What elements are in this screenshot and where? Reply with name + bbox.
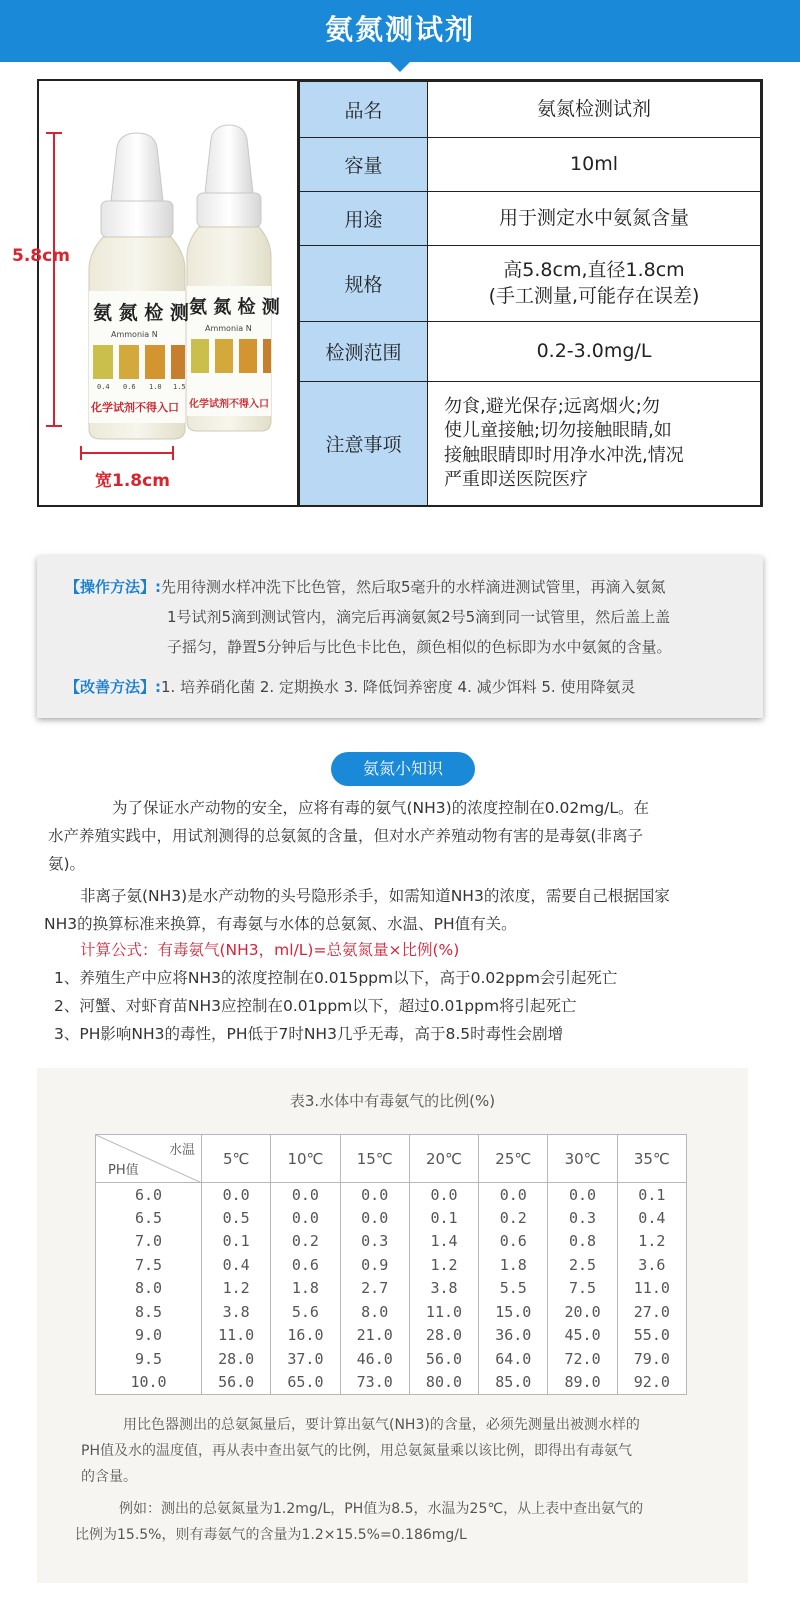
spec-value (428, 246, 761, 322)
improve-text: 1. 培养硝化菌 2. 定期换水 3. 降低饲养密度 4. 减少饵料 5. 使用降氨灵 (161, 678, 636, 696)
temp-header: 25℃ (479, 1135, 548, 1183)
table-row (96, 1206, 687, 1230)
ph-cell: 6.0 (96, 1183, 202, 1207)
ratio-cell: 28.0 (409, 1324, 478, 1348)
corner-cell (96, 1135, 202, 1183)
ratio-cell: 37.0 (271, 1347, 340, 1371)
ratio-cell: 85.0 (479, 1371, 548, 1395)
ratio-cell: 0.8 (548, 1230, 617, 1254)
table-row (96, 1347, 687, 1371)
temp-header: 35℃ (617, 1135, 686, 1183)
ratio-cell: 28.0 (202, 1347, 271, 1371)
svg-text:Ammonia N: Ammonia N (205, 324, 252, 333)
note-line: 比例为15.5%，则有毒氨气的含量为1.2×15.5%=0.186mg/L (75, 1527, 467, 1543)
svg-text:1.0: 1.0 (149, 383, 162, 391)
ratio-cell: 2.5 (548, 1253, 617, 1277)
table-row (96, 1183, 687, 1207)
ratio-cell: 0.6 (271, 1253, 340, 1277)
ammonia-table-section (37, 1068, 748, 1583)
ratio-cell: 15.0 (479, 1300, 548, 1324)
ratio-cell: 0.3 (340, 1230, 409, 1254)
temp-header: 20℃ (409, 1135, 478, 1183)
ratio-cell: 1.4 (409, 1230, 478, 1254)
svg-text:氨 氮 检 测: 氨 氮 检 测 (189, 297, 280, 318)
ph-cell: 8.5 (96, 1300, 202, 1324)
ratio-cell: 0.0 (409, 1183, 478, 1207)
ratio-cell: 1.2 (409, 1253, 478, 1277)
ratio-cell: 0.1 (617, 1183, 686, 1207)
spec-table (299, 81, 761, 506)
knowledge-pill: 氨氮小知识 (331, 752, 475, 786)
svg-text:0.6: 0.6 (123, 383, 136, 391)
spec-row (300, 246, 761, 322)
bottles-illustration (39, 81, 297, 505)
table-row (96, 1253, 687, 1277)
spec-key: 容量 (300, 138, 428, 192)
note-line: 例如：测出的总氨氮量为1.2mg/L，PH值为8.5，水温为25℃，从上表中查出氨气的 (119, 1501, 644, 1517)
paragraph-line: 为了保证水产动物的安全，应将有毒的氨气(NH3)的浓度控制在0.02mg/L。在 (112, 799, 650, 817)
ph-cell: 9.5 (96, 1347, 202, 1371)
corner-bottom-label: PH值 (108, 1163, 139, 1178)
table-row (96, 1300, 687, 1324)
spec-value: 10ml (428, 138, 761, 192)
header-notch (390, 62, 410, 72)
ratio-cell: 46.0 (340, 1347, 409, 1371)
ratio-cell: 0.6 (479, 1230, 548, 1254)
method-first-line (65, 576, 666, 597)
ratio-cell: 0.1 (202, 1230, 271, 1254)
ratio-cell: 92.0 (617, 1371, 686, 1395)
ratio-cell: 7.5 (548, 1277, 617, 1301)
svg-text:Ammonia N: Ammonia N (111, 330, 158, 339)
table-row (96, 1324, 687, 1348)
ratio-cell: 65.0 (271, 1371, 340, 1395)
ratio-cell: 0.1 (409, 1206, 478, 1230)
spec-value-line: 高5.8cm,直径1.8cm (503, 258, 685, 281)
ratio-cell: 20.0 (548, 1300, 617, 1324)
table-row (96, 1230, 687, 1254)
spec-value (428, 382, 761, 506)
spec-value-line: (手工测量,可能存在误差) (488, 284, 700, 307)
ratio-cell: 1.2 (617, 1230, 686, 1254)
ratio-cell: 16.0 (271, 1324, 340, 1348)
spec-key: 规格 (300, 246, 428, 322)
knowledge-item: 2、河蟹、对虾育苗NH3应控制在0.01ppm以下，超过0.01ppm将引起死亡 (54, 997, 577, 1015)
ratio-cell: 8.0 (340, 1300, 409, 1324)
ratio-cell: 89.0 (548, 1371, 617, 1395)
corner-top-label: 水温 (168, 1143, 195, 1158)
header-banner (0, 0, 800, 62)
ratio-cell: 11.0 (409, 1300, 478, 1324)
spec-value-line: 勿食,避光保存;远离烟火;勿 (444, 395, 660, 417)
ratio-cell: 1.8 (479, 1253, 548, 1277)
spec-key: 用途 (300, 192, 428, 246)
spec-value-line: 使儿童接触;切勿接触眼睛,如 (444, 420, 672, 442)
table-row (96, 1371, 687, 1395)
method-text: 1号试剂5滴到测试管内，滴完后再滴氨氮2号5滴到同一试管里，然后盖上盖 (167, 608, 671, 626)
ratio-cell: 80.0 (409, 1371, 478, 1395)
paragraph-line: 氨)。 (48, 855, 86, 873)
instructions-panel (37, 556, 763, 718)
spec-key: 检测范围 (300, 322, 428, 382)
paragraph-line: 非离子氨(NH3)是水产动物的头号隐形杀手，如需知道NH3的浓度，需要自己根据国家 (80, 887, 670, 905)
paragraph-line: 水产养殖实践中，用试剂测得的总氨氮的含量，但对水产养殖动物有害的是毒氨(非离子 (48, 827, 644, 845)
ratio-cell: 72.0 (548, 1347, 617, 1371)
svg-text:化学试剂不得入口: 化学试剂不得入口 (189, 399, 269, 410)
spec-row (300, 138, 761, 192)
ratio-cell: 21.0 (340, 1324, 409, 1348)
ratio-cell: 0.0 (202, 1183, 271, 1207)
formula-line: 计算公式：有毒氨气(NH3，ml/L)=总氨氮量×比例(%) (80, 941, 460, 959)
ratio-cell: 0.2 (479, 1206, 548, 1230)
ratio-cell: 0.0 (271, 1206, 340, 1230)
ratio-cell: 0.0 (271, 1183, 340, 1207)
ph-cell: 6.5 (96, 1206, 202, 1230)
spec-row (300, 382, 761, 506)
ph-cell: 10.0 (96, 1371, 202, 1395)
knowledge-item: 3、PH影响NH3的毒性，PH低于7时NH3几乎无毒，高于8.5时毒性会剧增 (54, 1025, 564, 1043)
note-line: 的含量。 (81, 1469, 137, 1485)
spec-value: 氨氮检测试剂 (428, 82, 761, 138)
method-label: 【操作方法】: (65, 578, 161, 596)
ratio-cell: 0.2 (271, 1230, 340, 1254)
ammonia-ratio-table (95, 1134, 687, 1395)
page-title: 氨氮测试剂 (324, 13, 475, 46)
spec-key: 注意事项 (300, 382, 428, 506)
ph-cell: 8.0 (96, 1277, 202, 1301)
method-text: 子摇匀，静置5分钟后与比色卡比色，颜色相似的色标即为水中氨氮的含量。 (167, 638, 672, 656)
paragraph-line: NH3的换算标准来换算，有毒氨与水体的总氨氮、水温、PH值有关。 (44, 915, 517, 933)
ph-cell: 7.5 (96, 1253, 202, 1277)
svg-text:化学试剂不得入口: 化学试剂不得入口 (91, 401, 179, 414)
spec-row (300, 322, 761, 382)
ph-cell: 7.0 (96, 1230, 202, 1254)
improve-label: 【改善方法】: (65, 678, 161, 696)
svg-text:0.4: 0.4 (97, 383, 110, 391)
ratio-cell: 0.9 (340, 1253, 409, 1277)
knowledge-item: 1、养殖生产中应将NH3的浓度控制在0.015ppm以下，高于0.02ppm会引起死亡 (54, 969, 618, 987)
ratio-cell: 3.8 (409, 1277, 478, 1301)
ratio-cell: 56.0 (409, 1347, 478, 1371)
spec-value: 用于测定水中氨氮含量 (428, 192, 761, 246)
ratio-cell: 79.0 (617, 1347, 686, 1371)
spec-row (300, 82, 761, 138)
ratio-cell: 0.0 (340, 1206, 409, 1230)
note-line: 用比色器测出的总氨氮量后，要计算出氨气(NH3)的含量，必须先测量出被测水样的 (123, 1417, 640, 1433)
height-label: 5.8cm (12, 246, 70, 266)
ratio-cell: 1.8 (271, 1277, 340, 1301)
svg-text:1.5: 1.5 (173, 383, 186, 391)
improve-line (65, 676, 635, 697)
method-text: 先用待测水样冲洗下比色管，然后取5毫升的水样滴进测试管里，再滴入氨氮 (161, 578, 666, 596)
temp-header: 30℃ (548, 1135, 617, 1183)
table-header-row (96, 1135, 687, 1183)
spec-value-line: 接触眼睛即时用净水冲洗,情况 (444, 444, 684, 466)
ratio-cell: 0.0 (479, 1183, 548, 1207)
product-spec-box (12, 79, 763, 507)
svg-text:氨 氮 检 测: 氨 氮 检 测 (93, 302, 189, 324)
ratio-cell: 56.0 (202, 1371, 271, 1395)
table-caption: 表3.水体中有毒氨气的比例(%) (289, 1092, 496, 1110)
product-photo (12, 81, 299, 505)
spec-key: 品名 (300, 82, 428, 138)
ph-cell: 9.0 (96, 1324, 202, 1348)
spec-value: 0.2-3.0mg/L (428, 322, 761, 382)
temp-header: 10℃ (271, 1135, 340, 1183)
ratio-cell: 5.6 (271, 1300, 340, 1324)
ratio-cell: 2.7 (340, 1277, 409, 1301)
ratio-cell: 73.0 (340, 1371, 409, 1395)
temp-header: 15℃ (340, 1135, 409, 1183)
table-row (96, 1277, 687, 1301)
ratio-cell: 55.0 (617, 1324, 686, 1348)
ratio-cell: 27.0 (617, 1300, 686, 1324)
ratio-cell: 11.0 (617, 1277, 686, 1301)
ratio-cell: 36.0 (479, 1324, 548, 1348)
ratio-cell: 0.5 (202, 1206, 271, 1230)
width-label: 宽1.8cm (95, 471, 170, 491)
ratio-cell: 0.3 (548, 1206, 617, 1230)
temp-header: 5℃ (202, 1135, 271, 1183)
ratio-cell: 0.0 (548, 1183, 617, 1207)
spec-value-line: 严重即送医院医疗 (444, 468, 588, 490)
ratio-cell: 11.0 (202, 1324, 271, 1348)
spec-row (300, 192, 761, 246)
ratio-cell: 0.0 (340, 1183, 409, 1207)
ratio-cell: 1.2 (202, 1277, 271, 1301)
note-line: PH值及水的温度值，再从表中查出氨气的比例，用总氨氮量乘以该比例，即得出有毒氨气 (81, 1443, 632, 1459)
ratio-cell: 45.0 (548, 1324, 617, 1348)
ratio-cell: 5.5 (479, 1277, 548, 1301)
ratio-cell: 64.0 (479, 1347, 548, 1371)
ratio-cell: 3.6 (617, 1253, 686, 1277)
ratio-cell: 0.4 (617, 1206, 686, 1230)
ratio-cell: 0.4 (202, 1253, 271, 1277)
ratio-cell: 3.8 (202, 1300, 271, 1324)
